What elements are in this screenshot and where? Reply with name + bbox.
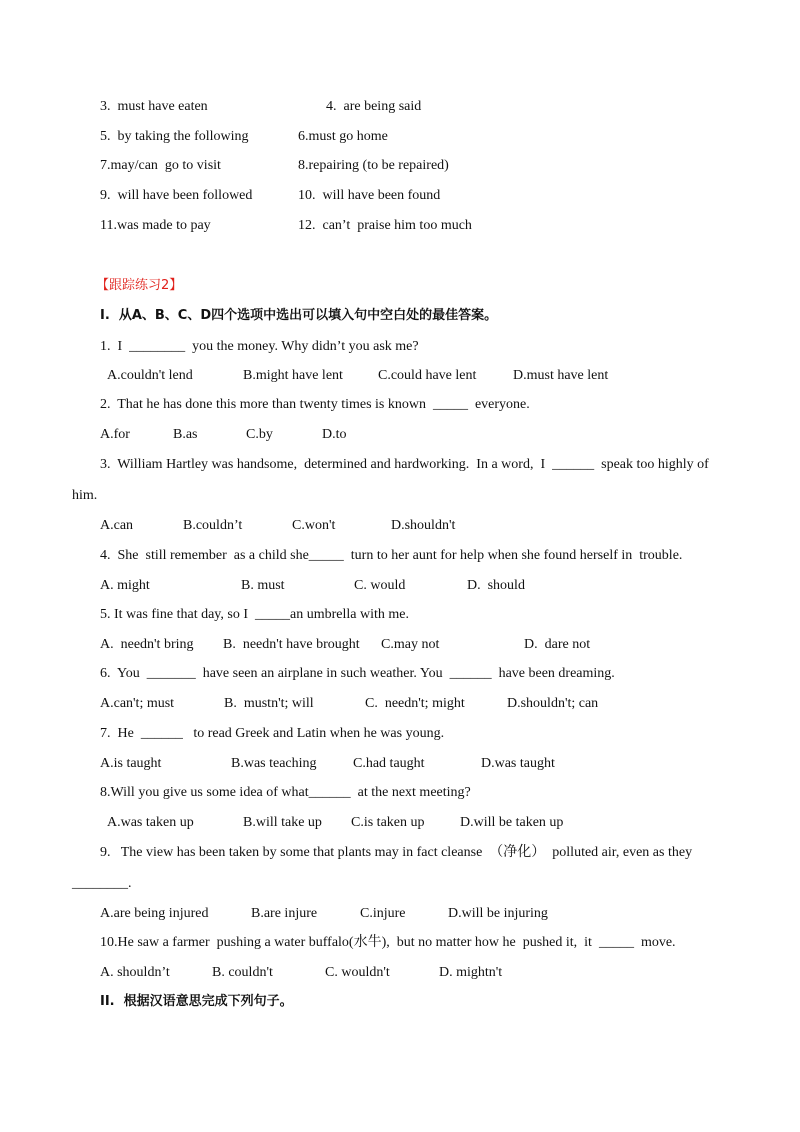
q6-option-c: C. needn't; might xyxy=(365,696,465,711)
q2-option-d: D.to xyxy=(322,427,347,442)
q9-option-b: B.are injure xyxy=(251,906,318,921)
answer-5: 5. by taking the following xyxy=(100,129,249,144)
q4-option-d: D. should xyxy=(467,578,525,593)
question-1-stem: 1. I ________ you the money. Why didn’t you ask me? xyxy=(100,339,419,354)
q1-option-c: C.could have lent xyxy=(378,368,477,383)
question-10-stem: 10.He saw a farmer pushing a water buffalo(水牛), but no matter how he pushed it, it _____ move. xyxy=(100,935,676,950)
q9-option-c: C.injure xyxy=(360,906,406,921)
part2-heading: II. 根据汉语意思完成下列句子。 xyxy=(100,994,293,1009)
q1-option-a: A.couldn't lend xyxy=(107,368,193,383)
q4-option-b: B. must xyxy=(241,578,285,593)
question-4-stem: 4. She still remember as a child she_____ turn to her aunt for help when she found herself in trouble. xyxy=(100,548,683,563)
q7-option-c: C.had taught xyxy=(353,756,425,771)
q6-option-d: D.shouldn't; can xyxy=(507,696,599,711)
q8-option-b: B.will take up xyxy=(243,815,322,830)
answer-6: 6.must go home xyxy=(298,129,388,144)
q4-option-a: A. might xyxy=(100,578,150,593)
question-3-stem-cont: him. xyxy=(72,488,98,503)
q8-option-c: C.is taken up xyxy=(351,815,425,830)
q2-option-c: C.by xyxy=(246,427,273,442)
q7-option-b: B.was teaching xyxy=(231,756,317,771)
q3-option-a: A.can xyxy=(100,518,134,533)
q8-option-a: A.was taken up xyxy=(107,815,194,830)
q3-option-c: C.won't xyxy=(292,518,336,533)
q7-option-a: A.is taught xyxy=(100,756,162,771)
answer-9: 9. will have been followed xyxy=(100,188,253,203)
answer-11: 11.was made to pay xyxy=(100,218,211,233)
question-9-stem: 9. The view has been taken by some that plants may in fact cleanse （净化） polluted air, even as they xyxy=(100,845,693,860)
answer-3: 3. must have eaten xyxy=(100,99,208,114)
q8-option-d: D.will be taken up xyxy=(460,815,564,830)
q5-option-a: A. needn't bring xyxy=(100,637,194,652)
q10-option-a: A. shouldn’t xyxy=(100,965,170,980)
question-7-stem: 7. He ______ to read Greek and Latin when he was young. xyxy=(100,726,445,741)
q7-option-d: D.was taught xyxy=(481,756,555,771)
q3-option-d: D.shouldn't xyxy=(391,518,456,533)
answer-7: 7.may/can go to visit xyxy=(100,158,221,173)
q5-option-c: C.may not xyxy=(381,637,440,652)
q10-option-c: C. wouldn't xyxy=(325,965,390,980)
part1-heading: I. 从A、B、C、D四个选项中选出可以填入句中空白处的最佳答案。 xyxy=(100,308,498,323)
q2-option-a: A.for xyxy=(100,427,130,442)
question-9-stem-cont: ________. xyxy=(72,876,132,891)
q6-option-a: A.can't; must xyxy=(100,696,175,711)
q9-option-d: D.will be injuring xyxy=(448,906,548,921)
section-title: 【跟踪练习2】 xyxy=(96,278,183,293)
answer-8: 8.repairing (to be repaired) xyxy=(298,158,449,173)
q1-option-b: B.might have lent xyxy=(243,368,343,383)
q4-option-c: C. would xyxy=(354,578,406,593)
q10-option-b: B. couldn't xyxy=(212,965,273,980)
q3-option-b: B.couldn’t xyxy=(183,518,243,533)
answer-10: 10. will have been found xyxy=(298,188,441,203)
q2-option-b: B.as xyxy=(173,427,198,442)
q5-option-d: D. dare not xyxy=(524,637,591,652)
q10-option-d: D. mightn't xyxy=(439,965,503,980)
q1-option-d: D.must have lent xyxy=(513,368,609,383)
question-3-stem: 3. William Hartley was handsome, determined and hardworking. In a word, I ______ speak too highly of xyxy=(100,457,709,472)
question-2-stem: 2. That he has done this more than twenty times is known _____ everyone. xyxy=(100,397,530,412)
answer-4: 4. are being said xyxy=(326,99,422,114)
answer-12: 12. can’t praise him too much xyxy=(298,218,472,233)
question-5-stem: 5. It was fine that day, so I _____an umbrella with me. xyxy=(100,607,409,622)
question-6-stem: 6. You _______ have seen an airplane in such weather. You ______ have been dreaming. xyxy=(100,666,615,681)
question-8-stem: 8.Will you give us some idea of what______ at the next meeting? xyxy=(100,785,471,800)
q6-option-b: B. mustn't; will xyxy=(224,696,314,711)
q9-option-a: A.are being injured xyxy=(100,906,209,921)
q5-option-b: B. needn't have brought xyxy=(223,637,360,652)
